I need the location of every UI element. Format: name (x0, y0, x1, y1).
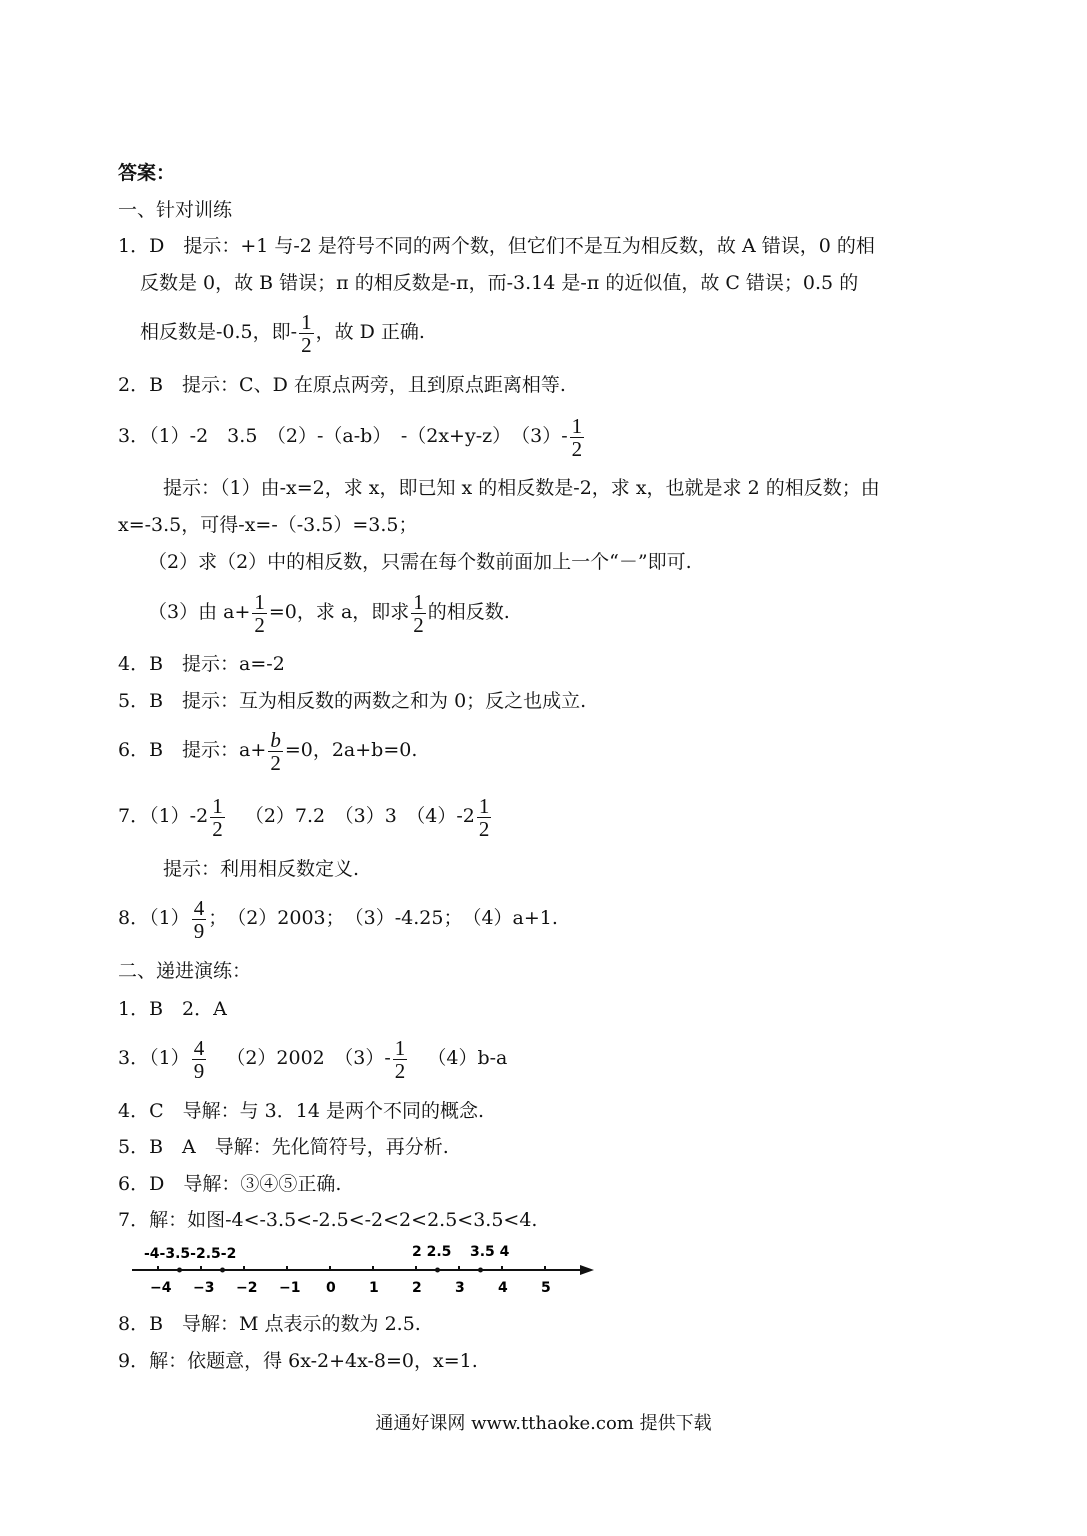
q3-line (118, 410, 586, 462)
tick-label: 0 (326, 1280, 336, 1296)
fraction-half: $\frac{1}{2}$ (413, 589, 424, 637)
q6-tail: =0，2a+b=0. (284, 739, 418, 761)
tick-label: −1 (279, 1280, 301, 1296)
q3-hint-4-c: 的相反数. (427, 601, 510, 623)
tick-label: 4 (498, 1280, 508, 1296)
q8-tail: ； （2）2003； （3）-4.25； （4）a+1. (208, 907, 558, 929)
q3-hint-1: 提示：（1）由-x=2，求 x，即已知 x 的相反数是-2，求 x，也就是求 2 的相反数；由 (163, 477, 880, 499)
fraction-b-over-2: $\frac{b}{2}$ (270, 727, 281, 775)
q1-line-2: 反数是 0，故 B 错误；π 的相反数是-π，而-3.14 是-π 的近似值，故 C 错误；0.5 的 (140, 272, 859, 294)
tick-label: 5 (541, 1280, 551, 1296)
p8-line: 8．B 导解：M 点表示的数为 2.5. (118, 1313, 421, 1335)
point-mark (435, 1268, 440, 1273)
section-1-heading: 一、针对训练 (118, 199, 233, 221)
q6-text: 6．B 提示：a+ (118, 739, 267, 761)
arrow-head-icon (580, 1265, 594, 1275)
q3-hint-2: x=-3.5，可得-x=-（-3.5）=3.5； (118, 514, 418, 536)
q7-line (118, 790, 493, 842)
tick-label: 3 (455, 1280, 465, 1296)
q3-hint-4-b: =0，求 a，即求 (268, 601, 410, 623)
q8-line (118, 892, 558, 944)
fraction-half: $\frac{1}{2}$ (478, 793, 490, 841)
q3-hint-3: （2）求（2）中的相反数，只需在每个数前面加上一个“－”即可. (148, 551, 692, 573)
section-2-heading: 二、递进演练： (118, 960, 252, 982)
number-line-diagram (128, 1238, 598, 1298)
p1-line: 1．B 2．A (118, 998, 227, 1020)
q3-hint-4-a: （3）由 a+ (148, 601, 251, 623)
q4-line: 4．B 提示：a=-2 (118, 653, 285, 675)
q7-text: 7．（1）-2 (118, 805, 209, 827)
p3-text-3: （4）b-a (427, 1047, 508, 1069)
points-label-right-a: 2 2.5 (412, 1244, 452, 1260)
q1-line-3 (140, 306, 425, 358)
footer-credit: 通通好课网 www.tthaoke.com 提供下载 (375, 1413, 712, 1434)
tick-label: −3 (193, 1280, 215, 1296)
point-mark (478, 1268, 483, 1273)
fraction-half: $\frac{1}{2}$ (212, 793, 223, 841)
fraction-four-ninths: $\frac{4}{9}$ (193, 895, 205, 943)
points-label-left: -4-3.5-2.5-2 (144, 1246, 237, 1262)
q1-line-3-text: 相反数是-0.5，即- (140, 321, 298, 343)
q3-hint-4 (148, 586, 510, 638)
points-label-right-b: 3.5 4 (470, 1244, 510, 1260)
p3-line (118, 1032, 507, 1084)
tick-label: 2 (412, 1280, 422, 1296)
fraction-four-ninths: $\frac{4}{9}$ (193, 1035, 205, 1083)
p5-line: 5．B A 导解：先化简符号，再分析. (118, 1136, 449, 1158)
q5-line: 5．B 提示：互为相反数的两数之和为 0；反之也成立. (118, 690, 587, 712)
answer-title: 答案： (118, 162, 176, 184)
q7-hint: 提示：利用相反数定义. (163, 858, 360, 880)
fraction-half: $\frac{1}{2}$ (301, 309, 312, 357)
point-mark (177, 1268, 182, 1273)
q1-line-3-tail: ，故 D 正确. (315, 321, 425, 343)
q2-line: 2．B 提示：C、D 在原点两旁，且到原点距离相等. (118, 374, 566, 396)
p3-text: 3．（1） (118, 1047, 190, 1069)
q7-text-2: （2）7.2 （3）3 （4）-2 (244, 805, 475, 827)
q3-text: 3．（1）-2 3.5 （2）-（a-b） -（2x+y-z） （3）- (118, 425, 568, 447)
fraction-half: $\frac{1}{2}$ (394, 1035, 406, 1083)
tick-label: 1 (369, 1280, 379, 1296)
p3-text-2: （2）2002 （3）- (226, 1047, 391, 1069)
tick-label: −2 (236, 1280, 258, 1296)
q1-line-1: 1．D 提示：+1 与-2 是符号不同的两个数，但它们不是互为相反数，故 A 错误，0 的相 (118, 235, 875, 257)
fraction-half: $\frac{1}{2}$ (254, 589, 265, 637)
point-mark (220, 1268, 225, 1273)
q6-line (118, 724, 417, 776)
fraction-half: $\frac{1}{2}$ (571, 413, 583, 461)
tick-label: −4 (150, 1280, 172, 1296)
p7-line: 7．解：如图-4<-3.5<-2.5<-2<2<2.5<3.5<4. (118, 1209, 538, 1231)
p6-line: 6．D 导解：③④⑤正确. (118, 1173, 342, 1195)
q8-text: 8．（1） (118, 907, 190, 929)
p4-line: 4．C 导解：与 3．14 是两个不同的概念. (118, 1100, 485, 1122)
p9-line: 9．解：依题意，得 6x-2+4x-8=0，x=1. (118, 1350, 478, 1372)
